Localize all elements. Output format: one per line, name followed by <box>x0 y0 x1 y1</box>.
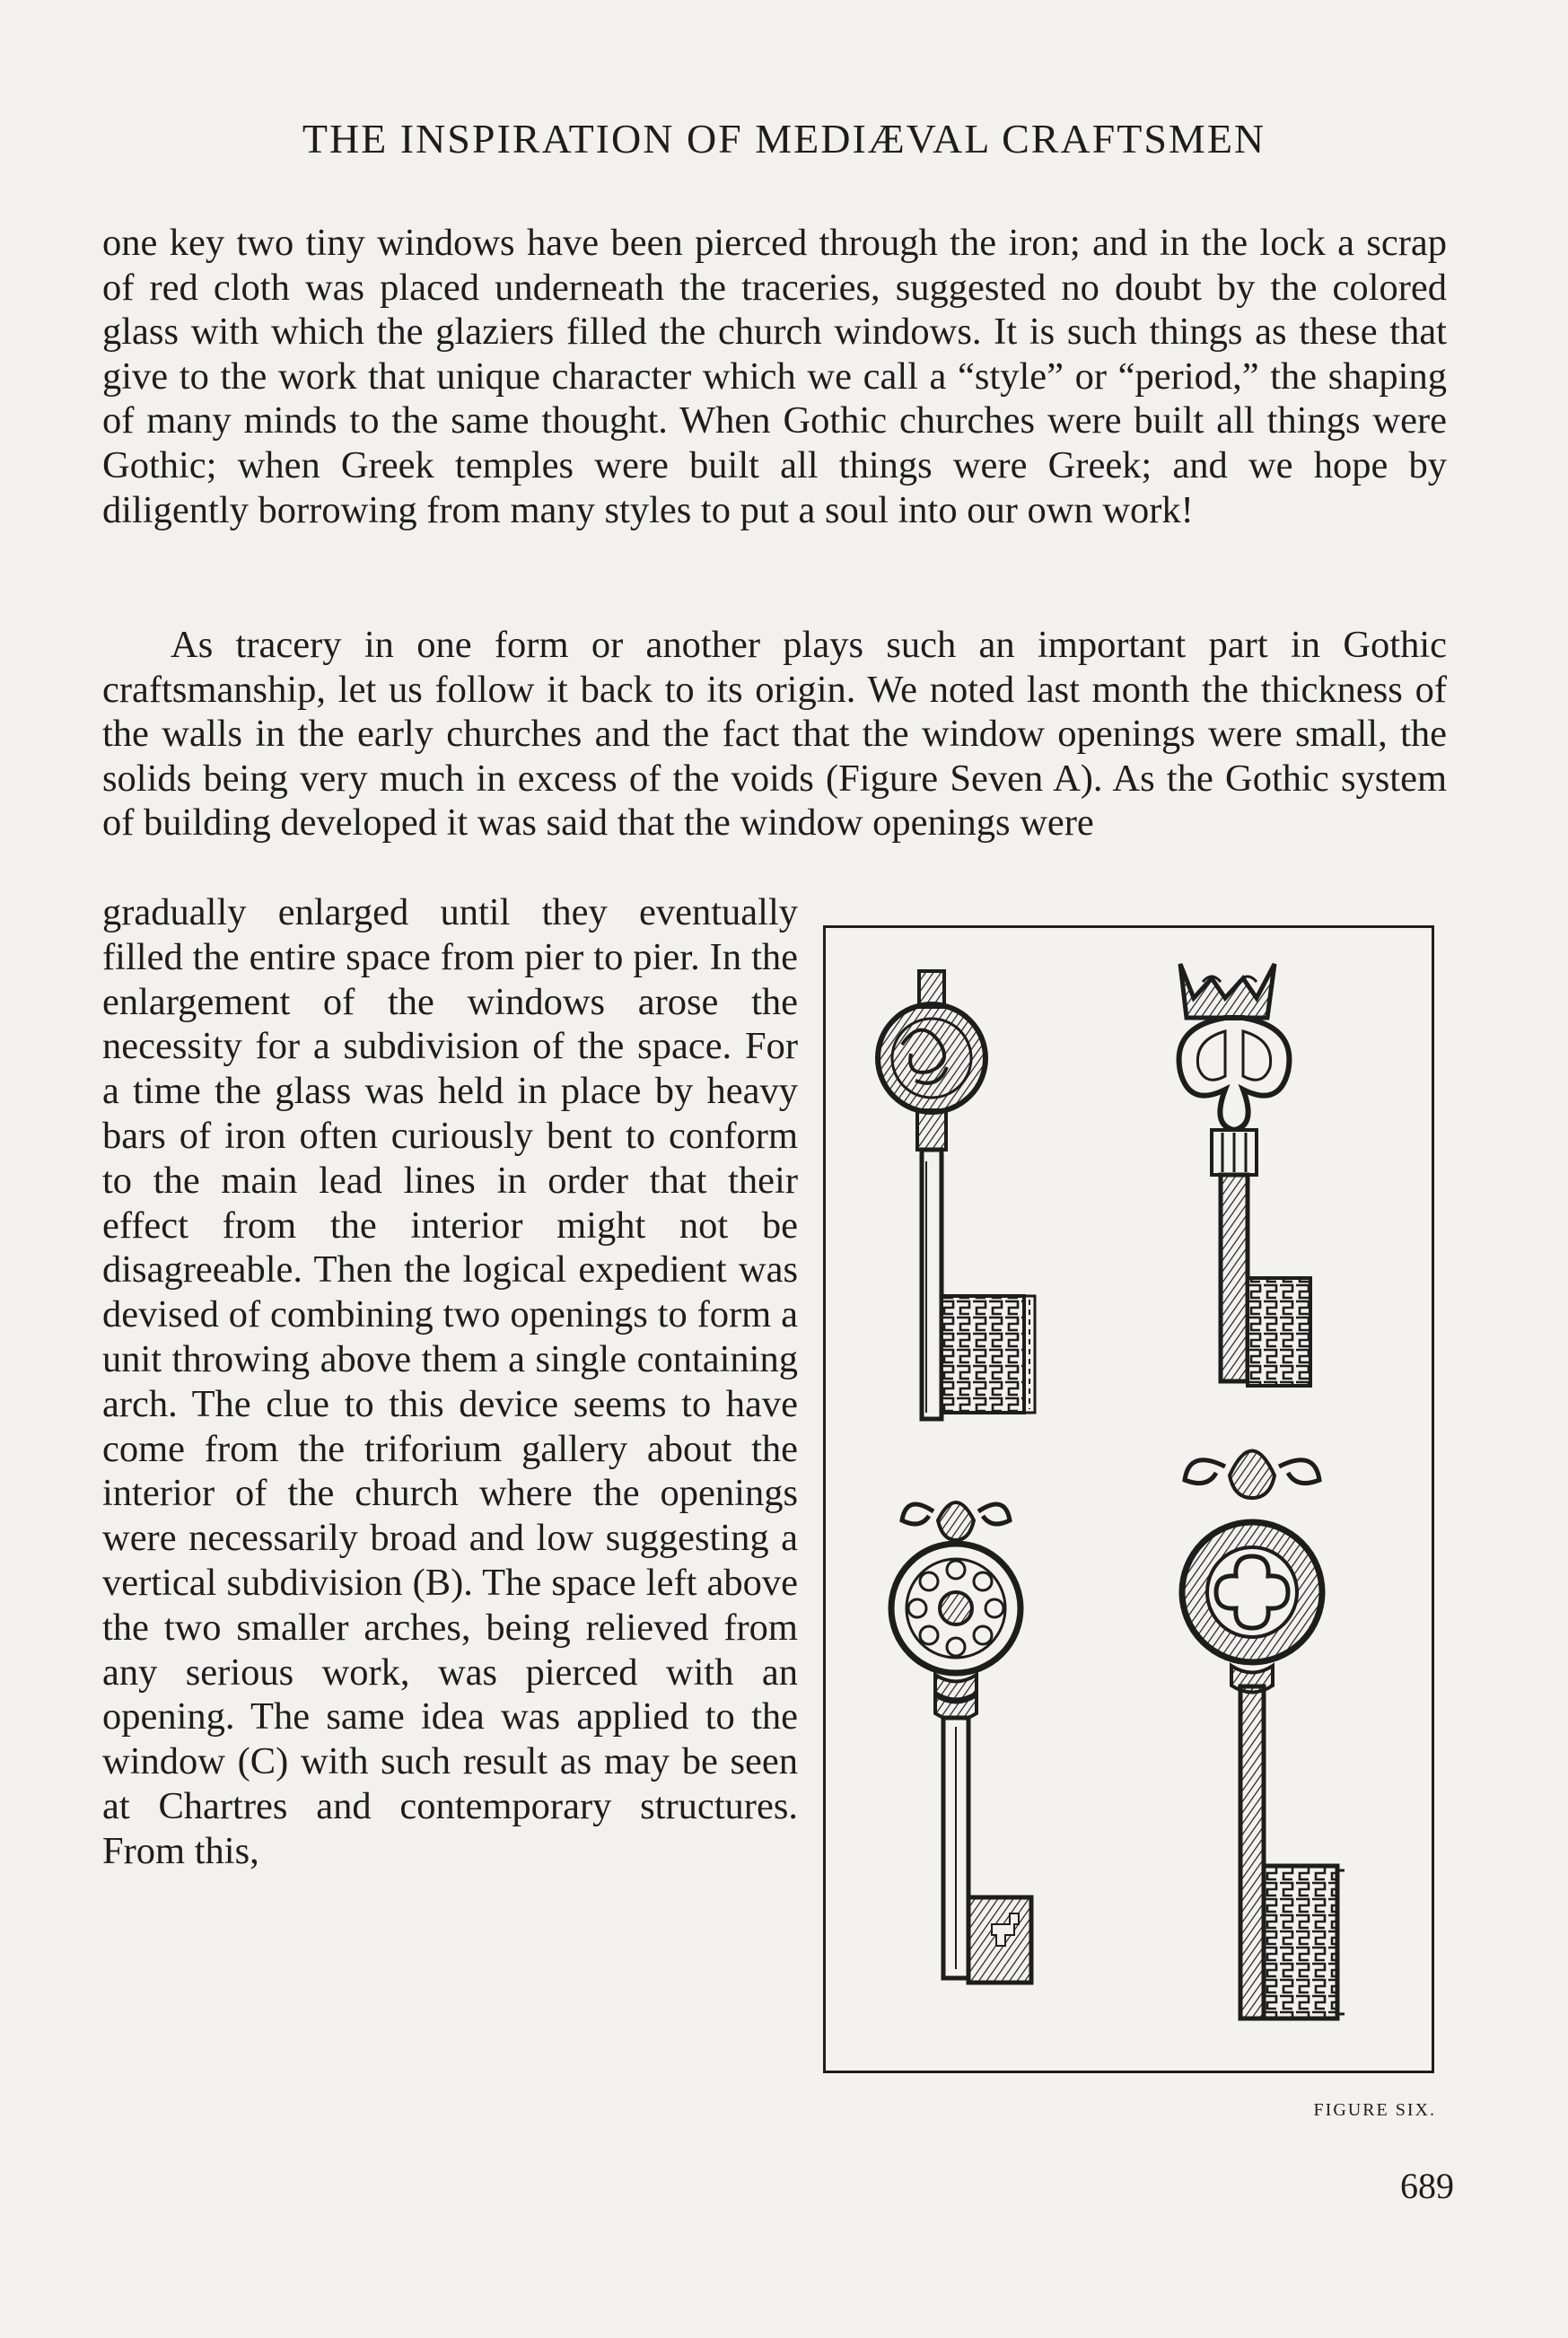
body-paragraph-2: As tracery in one form or another plays such an important part in Gothic craftsmanship, let us follow it back to its origin. We noted last month the thickness of the walls in the early churches and the fact that the window openings were small, the solids being very much in excess of the voids (Figure Seven A). As the Gothic system of building developed it was said that the window openings were <box>102 624 1447 845</box>
body-paragraph-2-column: gradually enlarged until they eventually filled the entire space from pier to pier. In the enlargement of the windows arose the necessity for a subdivision of the space. For a time the glass was held in place by heavy bars of iron often curiously bent to conform to the main lead lines in order that their effect from the interior might not be disagreeable. Then the logical expedient was devised of combining two openings to form a unit throwing above them a single containing arch. The clue to this device seems to have come from the triforium gallery about the interior of the church where the openings were necessarily broad and low suggesting a vertical subdivision (B). The space left above the two smaller arches, being relieved from any serious work, was pierced with an opening. The same idea was applied to the window (C) with such result as may be seen at Chartres and contemporary structures. From this, <box>102 891 798 1872</box>
key-crown-trefoil <box>1179 964 1310 1386</box>
key-quatrefoil <box>1182 1451 1345 2019</box>
figure-caption: FIGURE SIX. <box>1313 2100 1436 2120</box>
figure-six-illustration <box>823 925 1434 2073</box>
key-round-scrollwork <box>878 971 1035 1419</box>
page-number: 689 <box>1400 2166 1454 2206</box>
key-rosette <box>891 1502 1031 1983</box>
running-title: THE INSPIRATION OF MEDIÆVAL CRAFTSMEN <box>302 116 1266 162</box>
body-paragraph-1: one key two tiny windows have been pierced through the iron; and in the lock a scrap of red cloth was placed underneath the traceries, suggested no doubt by the colored glass with which the glaziers filled the church windows. It is such things as these that give to the work that unique character which we call a “style” or “period,” the shaping of many minds to the same thought. When Gothic churches were built all things were Gothic; when Greek temples were built all things were Greek; and we hope by diligently borrowing from many styles to put a soul into our own work! <box>102 222 1447 531</box>
